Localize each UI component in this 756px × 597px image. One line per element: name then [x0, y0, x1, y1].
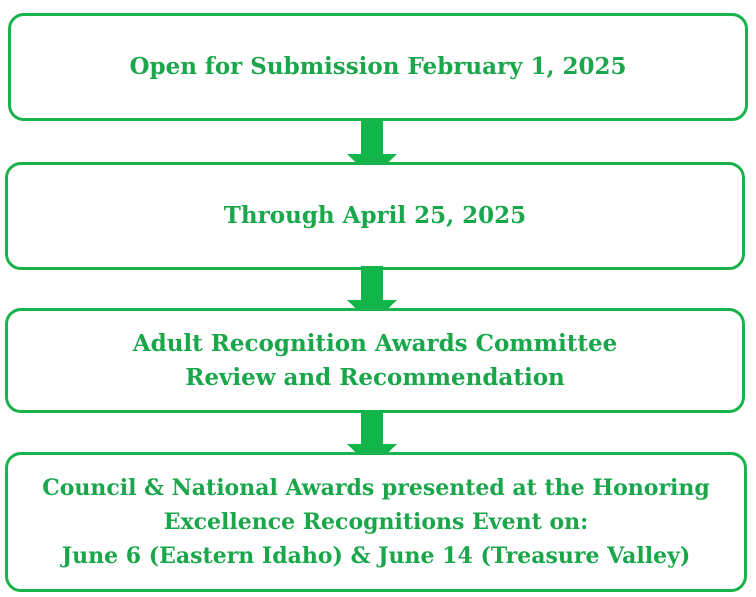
step-text: Open for Submission February 1, 2025 — [129, 53, 627, 80]
step-box-committee-review — [5, 308, 745, 413]
step-text-line-1: Adult Recognition Awards Committee — [132, 329, 618, 357]
step-text-line-2: Review and Recommendation — [185, 363, 565, 391]
step-text-line-3: June 6 (Eastern Idaho) & June 14 (Treasure Valley) — [61, 543, 691, 569]
step-text: Through April 25, 2025 — [223, 202, 527, 229]
step-text-line-2: Excellence Recognitions Event on: — [163, 509, 589, 535]
step-box-submission-open — [8, 13, 748, 121]
step-text-line-1: Council & National Awards presented at the Honoring — [42, 475, 710, 501]
step-box-deadline — [5, 162, 745, 270]
step-box-awards-event — [5, 452, 747, 592]
